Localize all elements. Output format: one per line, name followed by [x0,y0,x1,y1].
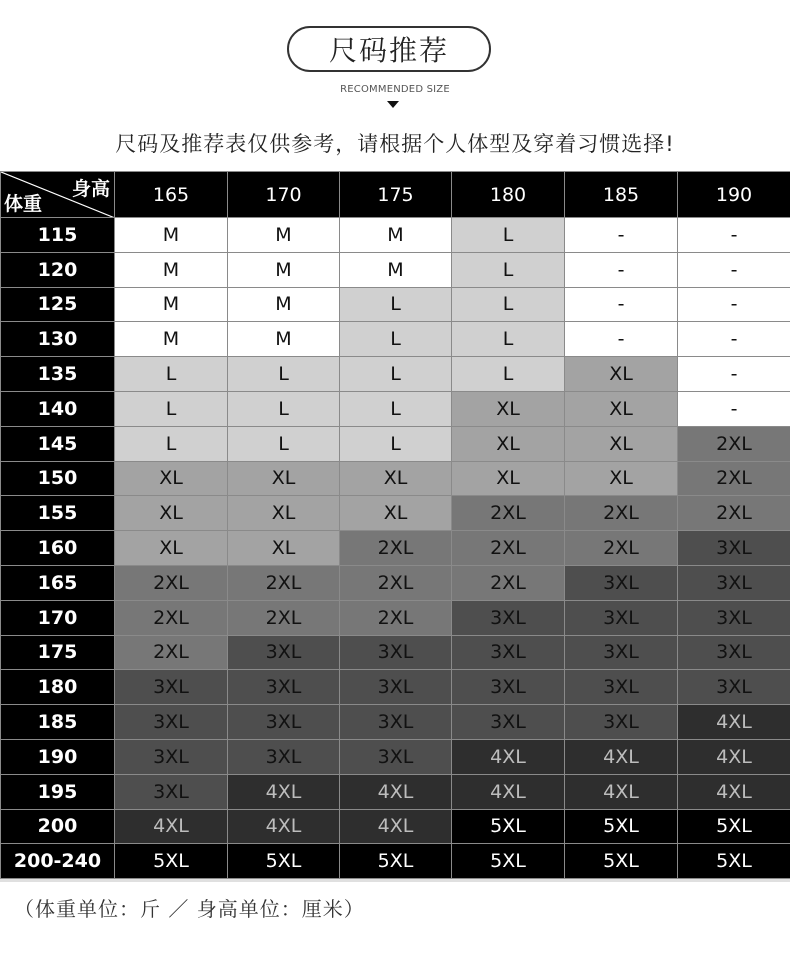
size-cell: 2XL [452,565,565,600]
size-cell: XL [115,496,228,531]
size-cell: - [565,287,678,322]
weight-row-header: 165 [1,565,115,600]
weight-row-header: 170 [1,600,115,635]
size-cell: M [115,287,228,322]
weight-row-header: 145 [1,426,115,461]
size-cell: 2XL [340,531,452,566]
size-cell: XL [340,461,452,496]
size-cell: 3XL [340,739,452,774]
table-row [1,426,790,461]
size-chart-table [0,171,790,879]
size-cell: 3XL [228,739,340,774]
size-cell: XL [115,531,228,566]
table-row [1,252,790,287]
size-cell: 3XL [115,705,228,740]
size-cell: XL [228,531,340,566]
table-row [1,357,790,392]
size-cell: XL [565,391,678,426]
size-cell: XL [452,461,565,496]
table-row [1,391,790,426]
table-row [1,705,790,740]
size-cell: 3XL [565,670,678,705]
size-cell: 5XL [228,844,340,879]
size-cell: XL [115,461,228,496]
height-header-165: 165 [115,172,228,218]
size-cell: 4XL [678,739,790,774]
weight-row-header: 200 [1,809,115,844]
size-cell: - [565,218,678,253]
size-cell: M [115,252,228,287]
size-cell: M [228,218,340,253]
weight-row-header: 135 [1,357,115,392]
size-cell: 3XL [565,705,678,740]
size-cell: M [115,218,228,253]
size-cell: 3XL [452,635,565,670]
weight-row-header: 195 [1,774,115,809]
table-row [1,670,790,705]
size-cell: - [678,287,790,322]
weight-row-header: 160 [1,531,115,566]
size-cell: L [115,426,228,461]
table-row [1,739,790,774]
table-row [1,531,790,566]
size-cell: 4XL [340,774,452,809]
page-title-text: 尺码推荐 [328,34,449,67]
size-cell: 3XL [228,635,340,670]
size-cell: L [452,218,565,253]
size-cell: M [115,322,228,357]
size-cell: 2XL [115,600,228,635]
size-cell: 5XL [678,809,790,844]
size-cell: 3XL [565,635,678,670]
size-cell: 3XL [678,635,790,670]
table-row [1,600,790,635]
size-cell: 5XL [340,844,452,879]
subtitle: RECOMMENDED SIZE [340,84,450,95]
size-cell: 5XL [565,844,678,879]
size-cell: 3XL [678,600,790,635]
table-row [1,774,790,809]
size-cell: 2XL [340,565,452,600]
size-cell: 5XL [115,844,228,879]
size-cell: XL [565,461,678,496]
size-cell: 3XL [228,670,340,705]
size-cell: 3XL [678,670,790,705]
caret-down-icon [387,101,399,108]
size-cell: 3XL [340,705,452,740]
size-cell: 5XL [678,844,790,879]
size-cell: 2XL [678,496,790,531]
height-header-175: 175 [340,172,452,218]
size-cell: 4XL [115,809,228,844]
size-cell: 3XL [228,705,340,740]
size-cell: L [115,391,228,426]
size-cell: L [228,357,340,392]
size-cell: 3XL [565,600,678,635]
size-cell: 2XL [565,496,678,531]
size-cell: 2XL [228,565,340,600]
size-cell: L [340,391,452,426]
size-chart-wrapper [0,171,790,882]
size-cell: 4XL [565,774,678,809]
size-cell: 3XL [565,565,678,600]
weight-row-header: 115 [1,218,115,253]
size-chart-body [1,218,790,879]
size-cell: M [228,287,340,322]
size-cell: 4XL [678,774,790,809]
table-row [1,496,790,531]
size-cell: XL [340,496,452,531]
corner-header-cell [1,172,115,218]
size-cell: 3XL [452,600,565,635]
size-cell: L [228,391,340,426]
table-row [1,287,790,322]
size-cell: L [452,287,565,322]
size-cell: 4XL [452,774,565,809]
height-header-180: 180 [452,172,565,218]
size-cell: 3XL [340,670,452,705]
table-row [1,322,790,357]
size-cell: L [452,322,565,357]
size-cell: 2XL [115,565,228,600]
size-cell: - [678,391,790,426]
size-cell: 2XL [678,426,790,461]
disclaimer-note: 尺码及推荐表仅供参考，请根据个人体型及穿着习惯选择! [115,132,675,156]
size-cell: - [678,322,790,357]
size-cell: 3XL [115,774,228,809]
size-cell: 4XL [678,705,790,740]
size-cell: 3XL [678,531,790,566]
size-cell: 4XL [452,739,565,774]
size-cell: - [678,218,790,253]
size-cell: 4XL [565,739,678,774]
weight-row-header: 125 [1,287,115,322]
size-cell: L [452,252,565,287]
size-cell: M [340,252,452,287]
size-cell: L [340,322,452,357]
size-cell: L [228,426,340,461]
size-cell: M [340,218,452,253]
weight-row-header: 180 [1,670,115,705]
units-footnote: （体重单位：斤 ／ 身高单位：厘米） [14,897,365,921]
size-cell: XL [452,391,565,426]
size-cell: 2XL [678,461,790,496]
weight-row-header: 185 [1,705,115,740]
size-cell: XL [565,357,678,392]
size-cell: 4XL [228,774,340,809]
size-cell: 5XL [452,809,565,844]
size-cell: 4XL [340,809,452,844]
weight-row-header: 140 [1,391,115,426]
table-row [1,565,790,600]
table-row [1,809,790,844]
size-cell: L [115,357,228,392]
height-header-185: 185 [565,172,678,218]
size-cell: 2XL [452,531,565,566]
weight-row-header: 200-240 [1,844,115,879]
size-cell: - [565,322,678,357]
weight-axis-label: 体重 [4,193,43,215]
size-cell: 3XL [115,739,228,774]
size-cell: 2XL [228,600,340,635]
size-cell: 3XL [115,670,228,705]
size-cell: M [228,322,340,357]
size-cell: XL [228,461,340,496]
table-row [1,635,790,670]
size-cell: L [452,357,565,392]
weight-row-header: 190 [1,739,115,774]
size-cell: XL [452,426,565,461]
size-cell: 3XL [340,635,452,670]
size-cell: - [678,357,790,392]
size-cell: 5XL [452,844,565,879]
table-row [1,218,790,253]
height-header-row [1,172,790,218]
table-row [1,844,790,879]
size-cell: L [340,287,452,322]
size-cell: - [565,252,678,287]
size-cell: 2XL [452,496,565,531]
table-row [1,461,790,496]
weight-row-header: 120 [1,252,115,287]
size-cell: 5XL [565,809,678,844]
weight-row-header: 150 [1,461,115,496]
size-cell: L [340,357,452,392]
size-cell: 3XL [678,565,790,600]
size-cell: - [678,252,790,287]
size-cell: 3XL [452,670,565,705]
page-title [287,26,491,72]
weight-row-header: 130 [1,322,115,357]
weight-row-header: 155 [1,496,115,531]
size-cell: L [340,426,452,461]
size-cell: XL [228,496,340,531]
size-cell: 2XL [565,531,678,566]
size-cell: M [228,252,340,287]
size-cell: 2XL [340,600,452,635]
size-cell: 4XL [228,809,340,844]
size-cell: 2XL [115,635,228,670]
size-cell: 3XL [452,705,565,740]
height-axis-label: 身高 [71,178,110,200]
weight-row-header: 175 [1,635,115,670]
height-header-170: 170 [228,172,340,218]
size-cell: XL [565,426,678,461]
height-header-190: 190 [678,172,790,218]
